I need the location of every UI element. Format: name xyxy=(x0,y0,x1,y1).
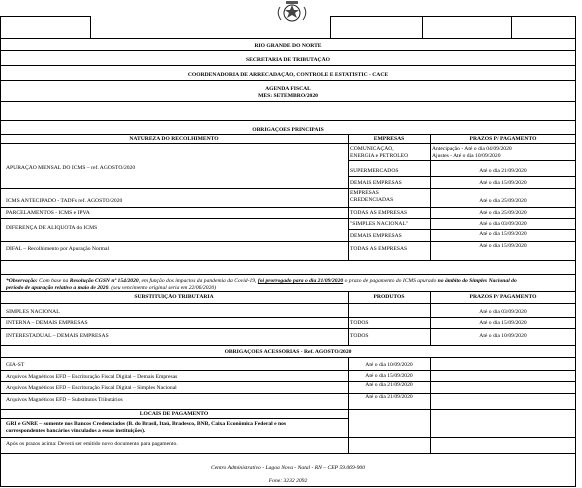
list-item: Arquivos Magnéticos EFD – Escrituração Fiscal Digital – Demais Empresas xyxy=(6,374,178,380)
installments-companies: TODAS AS EMPRESAS xyxy=(350,210,408,216)
observation-line1: *Observação: Com base na Resolução CGSN nº 154/2020, em função dos impactos da pandemia da Covid-19, foi prorrogado para o dia 21/09/2020 o prazo de pagamento do ICMS apurado no âmbito do Simples Nacional do xyxy=(6,278,517,284)
payment-banks-line1: GRI e GNRE – somente nos Bancos Credenciados (B. do Brasil, Itaú, Bradesco, BNB, Caixa Econômica Federal e nos xyxy=(6,421,287,427)
products-header: PRODUTOS xyxy=(373,294,405,300)
ajustes-deadline: Ajustes - Até o dia 10/09/2020 xyxy=(432,153,501,159)
table-row: INTERNA – DEMAIS EMPRESAS xyxy=(6,320,88,326)
installments-label: PARCELAMENTOS - ICMS e IPVA xyxy=(6,210,90,216)
difal-label: DIFAL – Recolhimento por Apuração Normal xyxy=(6,246,109,252)
principal-section-title: OBRIGAÇÕES PRINCIPAIS xyxy=(252,127,324,133)
footer-phone: Fone: 3232 2092 xyxy=(268,478,308,484)
supermarkets: SUPERMERCADOS xyxy=(350,168,399,174)
agenda-month: MÊS: SETEMBRO/2020 xyxy=(258,93,318,99)
list-item-deadline: Até o dia 15/09/2020 xyxy=(365,373,413,379)
list-item-deadline: Até o dia 21/09/2020 xyxy=(365,394,413,400)
list-item-deadline: Até o dia 21/09/2020 xyxy=(365,382,413,388)
comm-energy-line2: ENERGIA e PETRÓLEO xyxy=(350,153,409,159)
footer-address: Centro Administrativo - Lagoa Nova - Natal - RN – CEP 59.069-900 xyxy=(210,465,366,471)
coordination-name: COORDENADORIA DE ARRECADAÇÃO, CONTROLE E ESTATÍSTIC - CACE xyxy=(187,72,389,78)
table-row-products: TODOS xyxy=(350,333,369,339)
agenda-title: AGENDA FISCAL xyxy=(265,86,311,92)
simples-deadline: Até o dia 03/09/2020 xyxy=(479,221,527,227)
col-companies-header: EMPRESAS xyxy=(373,136,405,142)
observation-resolution: Resolução CGSN nº 154/2020 xyxy=(69,278,139,284)
simples-nacional: "SIMPLES NACIONAL" xyxy=(350,221,409,227)
payment-note: Após os prazos acima: Deverá ser emitido novo documento para pagamento. xyxy=(6,441,178,447)
payment-section-title: LOCAIS DE PAGAMENTO xyxy=(139,411,209,417)
col-deadlines-header: PRAZOS P/ PAGAMENTO xyxy=(469,136,537,142)
list-item: Arquivos Magnéticos EFD – Substitutos Tributários xyxy=(6,397,123,403)
icms-monthly-label: APURAÇÃO MENSAL DO ICMS – ref. AGOSTO/2020 xyxy=(6,165,136,171)
col-nature-header: NATUREZA DO RECOLHIMENTO xyxy=(129,136,219,142)
icms-antecipado-label: ICMS ANTECIPADO - TADFs ref. AGOSTO/2020 xyxy=(6,198,123,204)
comm-energy-line1: COMUNICAÇÃO, xyxy=(350,146,394,152)
table-row-deadline: Até o dia 03/09/2020 xyxy=(479,309,527,315)
payment-banks-line2: correspondentes bancários vinculados a essas instituições). xyxy=(6,428,146,434)
rate-diff-other-deadline: Até o dia 15/09/2020 xyxy=(479,231,527,237)
substitution-header: SUBSTITUIÇÃO TRIBUTÁRIA xyxy=(134,294,214,300)
other-companies: DEMAIS EMPRESAS xyxy=(350,180,402,186)
list-item-deadline: Até o dia 10/09/2020 xyxy=(365,362,413,368)
installments-deadline: Até o dia 25/09/2020 xyxy=(479,210,527,216)
state-coat-of-arms-icon xyxy=(272,1,312,23)
observation-prefix: *Observação: xyxy=(6,278,38,284)
accredited-line1: EMPRESAS xyxy=(350,190,379,196)
other-companies-deadline: Até o dia 15/09/2020 xyxy=(479,180,527,186)
accessory-section-title: OBRIGAÇÕES ACESSÓRIAS - Ref. AGOSTO/2020 xyxy=(224,349,352,355)
supermarkets-deadline: Até o dia 21/09/2020 xyxy=(479,168,527,174)
table-row-deadline: Até o dia 10/09/2020 xyxy=(479,333,527,339)
accredited-line2: CREDENCIADAS xyxy=(350,197,394,203)
list-item: Arquivos Magnéticos EFD – Escrituração Fiscal Digital – Simples Nacional xyxy=(6,385,177,391)
state-name: RIO GRANDE DO NORTE xyxy=(254,43,322,49)
table-row: SIMPLES NACIONAL xyxy=(6,309,60,315)
antecipacao-deadline: Antecipação - Até o dia 04/09/2020 xyxy=(432,146,512,152)
rate-difference-label: DIFERENÇA DE ALÍQUOTA do ICMS xyxy=(6,225,98,231)
table-row: INTERESTADUAL – DEMAIS EMPRESAS xyxy=(6,333,109,339)
difal-companies: TODAS AS EMPRESAS xyxy=(350,246,408,252)
difal-deadline: Até o dia 15/09/2020 xyxy=(479,243,527,249)
table-row-deadline: Até o dia 15/09/2020 xyxy=(479,320,527,326)
list-item: GIA-ST xyxy=(6,362,25,368)
observation-line2: período de apuração relativo a maio de 2020. (seu vencimento original seria em 22/06/2020) xyxy=(6,285,217,291)
rate-diff-other-companies: DEMAIS EMPRESAS xyxy=(350,233,402,239)
observation-extended: foi prorrogado para o dia 21/09/2020 xyxy=(257,278,344,284)
secretariat-name: SECRETARIA DE TRIBUTAÇÃO xyxy=(246,57,330,63)
observation-scope: no âmbito do Simples Nacional do xyxy=(437,278,517,284)
table-row-products: TODOS xyxy=(350,320,369,326)
substitution-deadlines-header: PRAZOS P/ PAGAMENTO xyxy=(469,294,537,300)
accredited-deadline: Até o dia 25/09/2020 xyxy=(479,198,527,204)
